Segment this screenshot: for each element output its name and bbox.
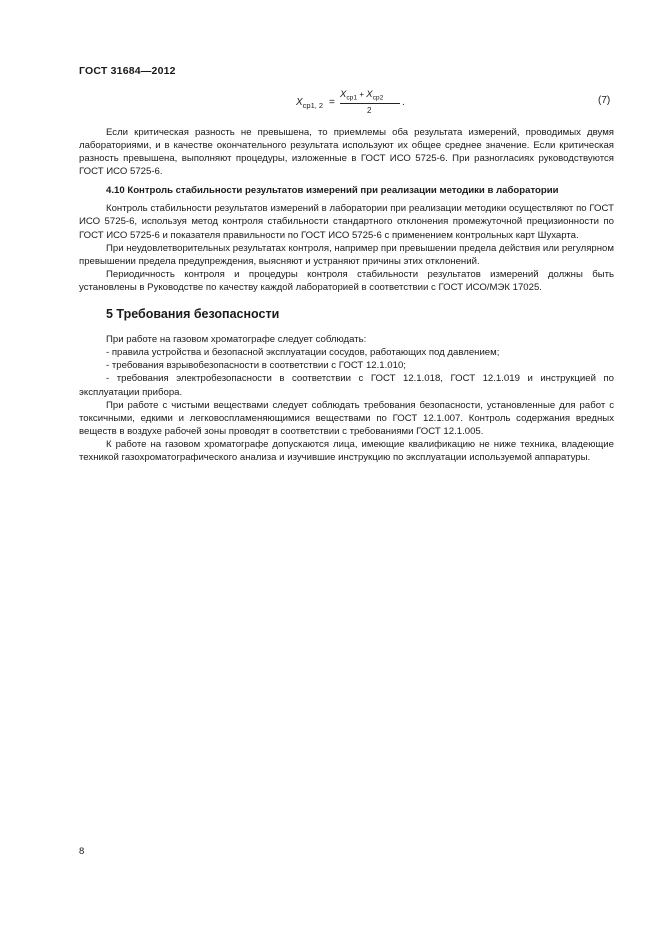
section-heading-5: 5 Требования безопасности: [106, 307, 280, 322]
paragraph: Контроль стабильности результатов измерений в лаборатории при реализации методики осуществляют по ГОСТ ИСО 5725-6, используя метод контроля стабильности стандартного отклонения промежуточной прецизионности по ГОСТ ИСО 5725-6 и показателя правильности по ГОСТ ИСО 5725-6 с применением контрольных карт Шухарта.: [79, 203, 614, 241]
paragraph: Периодичность контроля и процедуры контроля стабильности результатов измерений должны быть установлены в Руководстве по качеству каждой лабораторией в соответствии с ГОСТ ИСО/МЭК 17025.: [79, 268, 614, 293]
paragraph: При неудовлетворительных результатах контроля, например при превышении предела действия или регулярном превышении предела предупреждения, выясняют и устраняют причины этих отклонений.: [79, 242, 614, 267]
formula-period: .: [402, 97, 405, 108]
formula-numerator: $X_{ср1} + X_{ср2}$: [340, 89, 384, 102]
body-text: [79, 126, 614, 464]
formula-7: [296, 89, 476, 119]
fraction-bar: [340, 103, 400, 104]
paragraph: При работе на газовом хроматографе следует соблюдать:: [106, 334, 367, 346]
subsection-heading-4-10: 4.10 Контроль стабильности результатов измерений при реализации методики в лаборатории: [106, 185, 559, 197]
list-item: - требования взрывобезопасности в соответствии с ГОСТ 12.1.010;: [106, 360, 406, 372]
paragraph: При работе с чистыми веществами следует соблюдать требования безопасности, установленные для работ с токсичными, едкими и легковоспламеняющимися веществами по ГОСТ 12.1.007. Контроль содержания вредных веществ в воздухе рабочей зоны проводят в соответствии с требованиями ГОСТ 12.1.005.: [79, 399, 614, 437]
formula-denominator: 2: [367, 106, 372, 115]
list-item: - правила устройства и безопасной эксплуатации сосудов, работающих под давлением;: [106, 347, 500, 359]
paragraph: К работе на газовом хроматографе допускаются лица, имеющие квалификацию не ниже техника, владеющие техникой газохроматографического анализа и изучившие инструкцию по эксплуатации используемой аппаратуры.: [79, 438, 614, 463]
paragraph: Если критическая разность не превышена, то приемлемы оба результата измерений, проводимых двумя лабораториями, и в качестве окончательного результата используют их общее среднее значение. Если критическая разность превышена, выполняют процедуры, изложенные в ГОСТ ИСО 5725-6. При разногласиях руководствуются ГОСТ ИСО 5725-6.: [79, 127, 614, 178]
list-item: - требования электробезопасности в соответствии с ГОСТ 12.1.018, ГОСТ 12.1.019 и инструкцией по эксплуатации прибора.: [79, 373, 614, 398]
equation-number: (7): [598, 95, 611, 106]
formula-lhs: $X_{ср1, 2}$: [296, 97, 324, 110]
page-number: 8: [79, 846, 85, 857]
formula-equals: =: [329, 97, 335, 108]
document-code-header: ГОСТ 31684—2012: [79, 65, 176, 77]
